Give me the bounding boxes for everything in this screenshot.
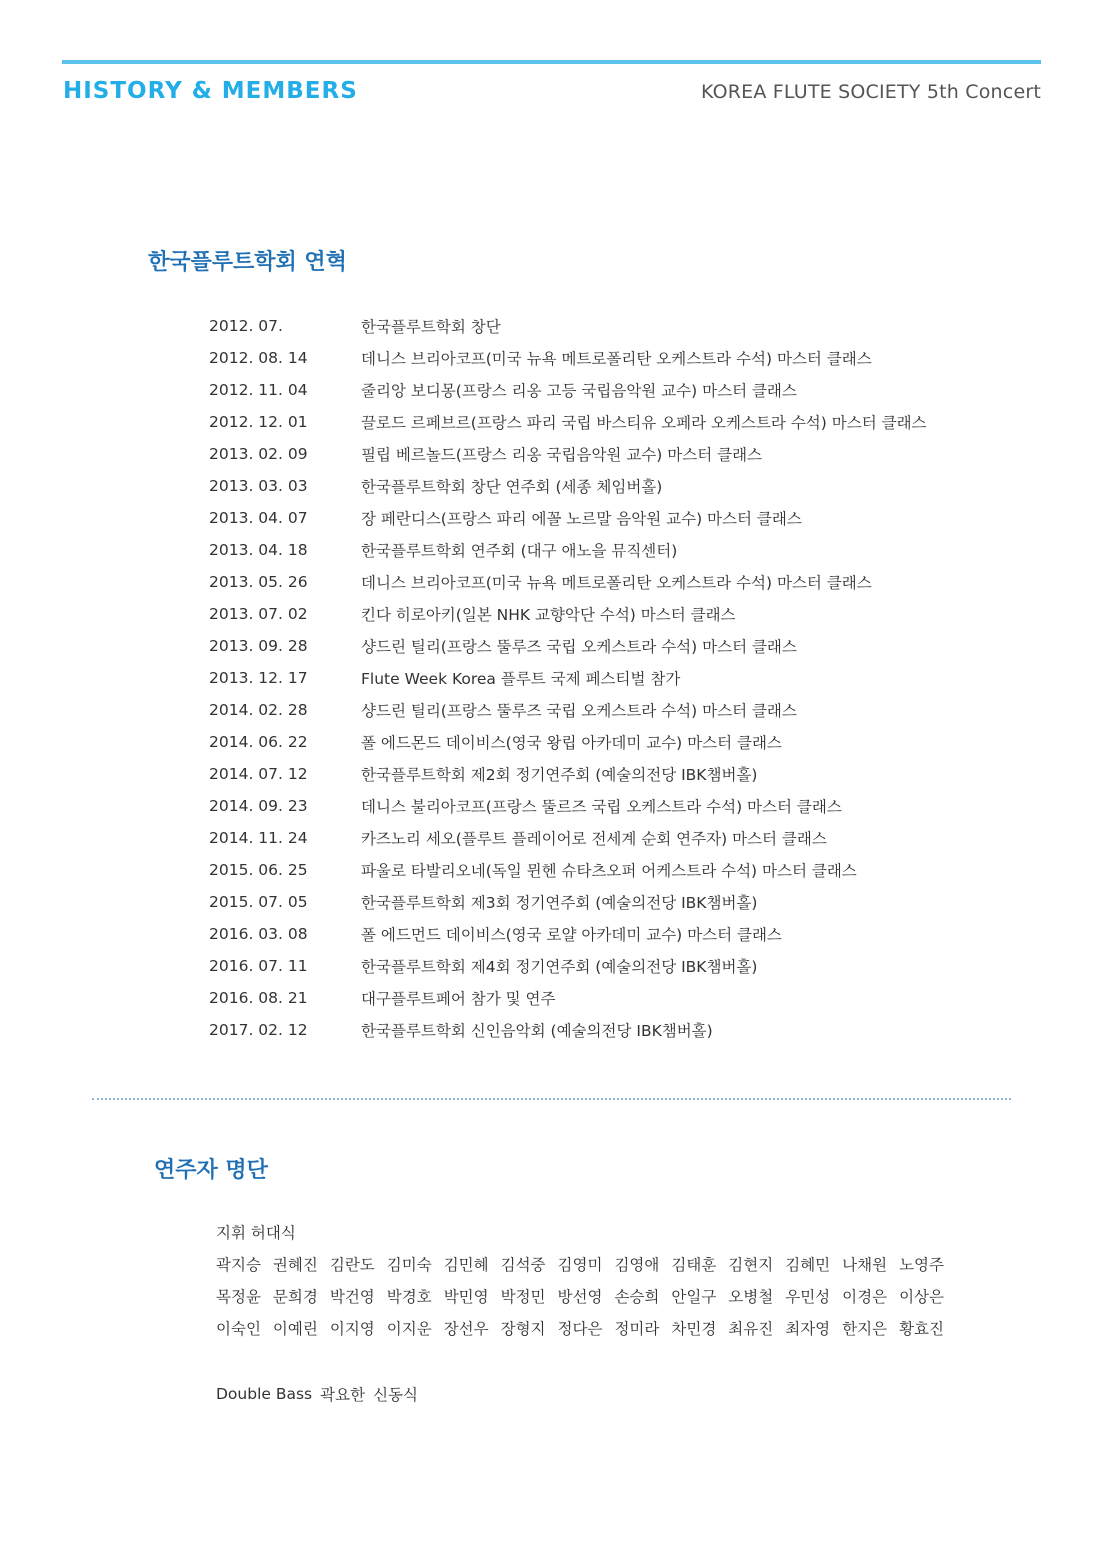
history-row xyxy=(209,310,927,342)
history-event: 샹드린 틸리(프랑스 뚤루즈 국립 오케스트라 수석) 마스터 클래스 xyxy=(361,702,797,720)
history-row xyxy=(209,342,927,374)
history-event: 한국플루트학회 연주회 (대구 애노을 뮤직센터) xyxy=(361,542,678,560)
history-date: 2013. 07. 02 xyxy=(209,605,308,623)
member-name: 김석중 xyxy=(500,1256,546,1274)
history-row xyxy=(209,1014,927,1046)
history-date: 2013. 04. 18 xyxy=(209,541,308,559)
member-name: 김영애 xyxy=(614,1256,660,1274)
history-event: 폴 에드먼드 데이비스(영국 로얄 아카데미 교수) 마스터 클래스 xyxy=(361,926,782,944)
history-row xyxy=(209,598,927,630)
history-event: 장 페란디스(프랑스 파리 에꼴 노르말 음악원 교수) 마스터 클래스 xyxy=(361,510,802,528)
double-bass-line xyxy=(216,1378,956,1410)
history-event: 폴 에드몬드 데이비스(영국 왕립 아카데미 교수) 마스터 클래스 xyxy=(361,734,782,752)
history-date: 2016. 03. 08 xyxy=(209,925,308,943)
section-divider xyxy=(92,1098,1011,1100)
member-name: 김영미 xyxy=(557,1256,603,1274)
member-name: 정다은 xyxy=(557,1320,603,1338)
history-row xyxy=(209,726,927,758)
member-name: 손승희 xyxy=(614,1288,660,1306)
member-name: 김태훈 xyxy=(671,1256,717,1274)
member-row xyxy=(216,1248,956,1280)
history-row xyxy=(209,662,927,694)
history-row xyxy=(209,918,927,950)
history-event: 줄리앙 보디몽(프랑스 리옹 고등 국립음악원 교수) 마스터 클래스 xyxy=(361,382,797,400)
history-date: 2012. 07. xyxy=(209,317,283,335)
member-row xyxy=(216,1312,956,1344)
member-name: 곽지승 xyxy=(216,1256,261,1274)
member-name: 노영주 xyxy=(899,1256,944,1274)
member-name: 이숙인 xyxy=(216,1320,261,1338)
member-name: 이예린 xyxy=(272,1320,318,1338)
member-name: 박건영 xyxy=(329,1288,375,1306)
history-date: 2013. 04. 07 xyxy=(209,509,308,527)
history-row xyxy=(209,854,927,886)
member-row xyxy=(216,1280,956,1312)
history-event: 끌로드 르페브르(프랑스 파리 국립 바스티유 오페라 오케스트라 수석) 마스터 클래스 xyxy=(361,414,927,432)
member-name: 나채원 xyxy=(842,1256,888,1274)
double-bass-label: Double Bass xyxy=(216,1385,313,1403)
history-event: 대구플루트페어 참가 및 연주 xyxy=(361,990,556,1008)
conductor-line: 지휘 허대식 xyxy=(216,1224,296,1242)
history-event: 데니스 브리아코프(미국 뉴욕 메트로폴리탄 오케스트라 수석) 마스터 클래스 xyxy=(361,574,872,592)
history-title: 한국플루트학회 연혁 xyxy=(148,250,347,275)
history-row xyxy=(209,694,927,726)
history-date: 2015. 07. 05 xyxy=(209,893,308,911)
history-row xyxy=(209,502,927,534)
member-name: 김혜민 xyxy=(785,1256,831,1274)
history-row xyxy=(209,438,927,470)
member-name: 이상은 xyxy=(899,1288,944,1306)
member-name: 장형지 xyxy=(500,1320,546,1338)
history-row xyxy=(209,630,927,662)
history-row xyxy=(209,982,927,1014)
history-event: 카즈노리 세오(플루트 플레이어로 전세계 순회 연주자) 마스터 클래스 xyxy=(361,830,827,848)
member-name: 이지운 xyxy=(386,1320,432,1338)
member-name: 박경호 xyxy=(386,1288,432,1306)
section-header-title: HISTORY & MEMBERS xyxy=(63,78,358,104)
history-date: 2013. 03. 03 xyxy=(209,477,308,495)
member-name: 한지은 xyxy=(842,1320,888,1338)
history-event: 한국플루트학회 제4회 정기연주회 (예술의전당 IBK챔버홀) xyxy=(361,958,758,976)
history-date: 2014. 11. 24 xyxy=(209,829,308,847)
publication-title: KOREA FLUTE SOCIETY 5th Concert xyxy=(700,81,1041,103)
history-date: 2014. 07. 12 xyxy=(209,765,308,783)
member-name: 박정민 xyxy=(500,1288,546,1306)
member-name: 문희경 xyxy=(272,1288,318,1306)
history-event: 파울로 타발리오네(독일 뮌헨 슈타츠오퍼 어케스트라 수석) 마스터 클래스 xyxy=(361,862,857,880)
history-event: 한국플루트학회 제3회 정기연주회 (예술의전당 IBK챔버홀) xyxy=(361,894,758,912)
history-event: 한국플루트학회 창단 연주회 (세종 체임버홀) xyxy=(361,478,663,496)
member-name: 최유진 xyxy=(728,1320,774,1338)
member-name: 이경은 xyxy=(842,1288,888,1306)
member-name: 최자영 xyxy=(785,1320,831,1338)
history-date: 2012. 12. 01 xyxy=(209,413,308,431)
member-name: 박민영 xyxy=(443,1288,489,1306)
member-name: 김현지 xyxy=(728,1256,774,1274)
history-date: 2014. 06. 22 xyxy=(209,733,308,751)
member-name: 방선영 xyxy=(557,1288,603,1306)
member-name: 목정윤 xyxy=(216,1288,261,1306)
history-date: 2013. 02. 09 xyxy=(209,445,308,463)
member-name: 신동식 xyxy=(373,1386,418,1404)
history-date: 2016. 08. 21 xyxy=(209,989,308,1007)
history-row xyxy=(209,758,927,790)
member-name: 정미라 xyxy=(614,1320,660,1338)
member-name: 우민성 xyxy=(785,1288,831,1306)
member-name: 차민경 xyxy=(671,1320,717,1338)
history-date: 2013. 05. 26 xyxy=(209,573,308,591)
history-event: Flute Week Korea 플루트 국제 페스티벌 참가 xyxy=(361,670,681,688)
history-event: 한국플루트학회 제2회 정기연주회 (예술의전당 IBK챔버홀) xyxy=(361,766,758,784)
history-date: 2013. 12. 17 xyxy=(209,669,308,687)
member-name: 김민혜 xyxy=(443,1256,489,1274)
members-title: 연주자 명단 xyxy=(154,1158,268,1183)
history-row xyxy=(209,822,927,854)
history-row xyxy=(209,406,927,438)
member-name: 황효진 xyxy=(899,1320,944,1338)
history-date: 2016. 07. 11 xyxy=(209,957,308,975)
history-event: 데니스 불리아코프(프랑스 뚤르즈 국립 오케스트라 수석) 마스터 클래스 xyxy=(361,798,842,816)
member-name: 김란도 xyxy=(329,1256,375,1274)
members-block xyxy=(216,1216,956,1410)
history-date: 2014. 02. 28 xyxy=(209,701,308,719)
member-name: 안일구 xyxy=(671,1288,717,1306)
member-name: 김미숙 xyxy=(386,1256,432,1274)
history-event: 한국플루트학회 신인음악회 (예술의전당 IBK챔버홀) xyxy=(361,1022,713,1040)
history-event: 한국플루트학회 창단 xyxy=(361,318,501,336)
member-name: 권혜진 xyxy=(272,1256,318,1274)
history-date: 2017. 02. 12 xyxy=(209,1021,308,1039)
history-row xyxy=(209,886,927,918)
history-event: 데니스 브리아코프(미국 뉴욕 메트로폴리탄 오케스트라 수석) 마스터 클래스 xyxy=(361,350,872,368)
header-rule xyxy=(62,60,1041,64)
history-row xyxy=(209,950,927,982)
history-row xyxy=(209,470,927,502)
member-name: 곽요한 xyxy=(320,1386,366,1404)
history-row xyxy=(209,534,927,566)
history-row xyxy=(209,374,927,406)
history-event: 샹드린 틸리(프랑스 뚤루즈 국립 오케스트라 수석) 마스터 클래스 xyxy=(361,638,797,656)
member-name: 이지영 xyxy=(329,1320,375,1338)
history-event: 필립 베르놀드(프랑스 리옹 국립음악원 교수) 마스터 클래스 xyxy=(361,446,763,464)
history-row xyxy=(209,790,927,822)
history-date: 2012. 08. 14 xyxy=(209,349,308,367)
history-date: 2015. 06. 25 xyxy=(209,861,308,879)
history-date: 2012. 11. 04 xyxy=(209,381,308,399)
history-date: 2013. 09. 28 xyxy=(209,637,308,655)
history-row xyxy=(209,566,927,598)
member-name: 오병철 xyxy=(728,1288,774,1306)
member-name: 장선우 xyxy=(443,1320,489,1338)
history-list xyxy=(209,310,927,1046)
history-event: 킨다 히로아키(일본 NHK 교향악단 수석) 마스터 클래스 xyxy=(361,606,736,624)
history-date: 2014. 09. 23 xyxy=(209,797,308,815)
